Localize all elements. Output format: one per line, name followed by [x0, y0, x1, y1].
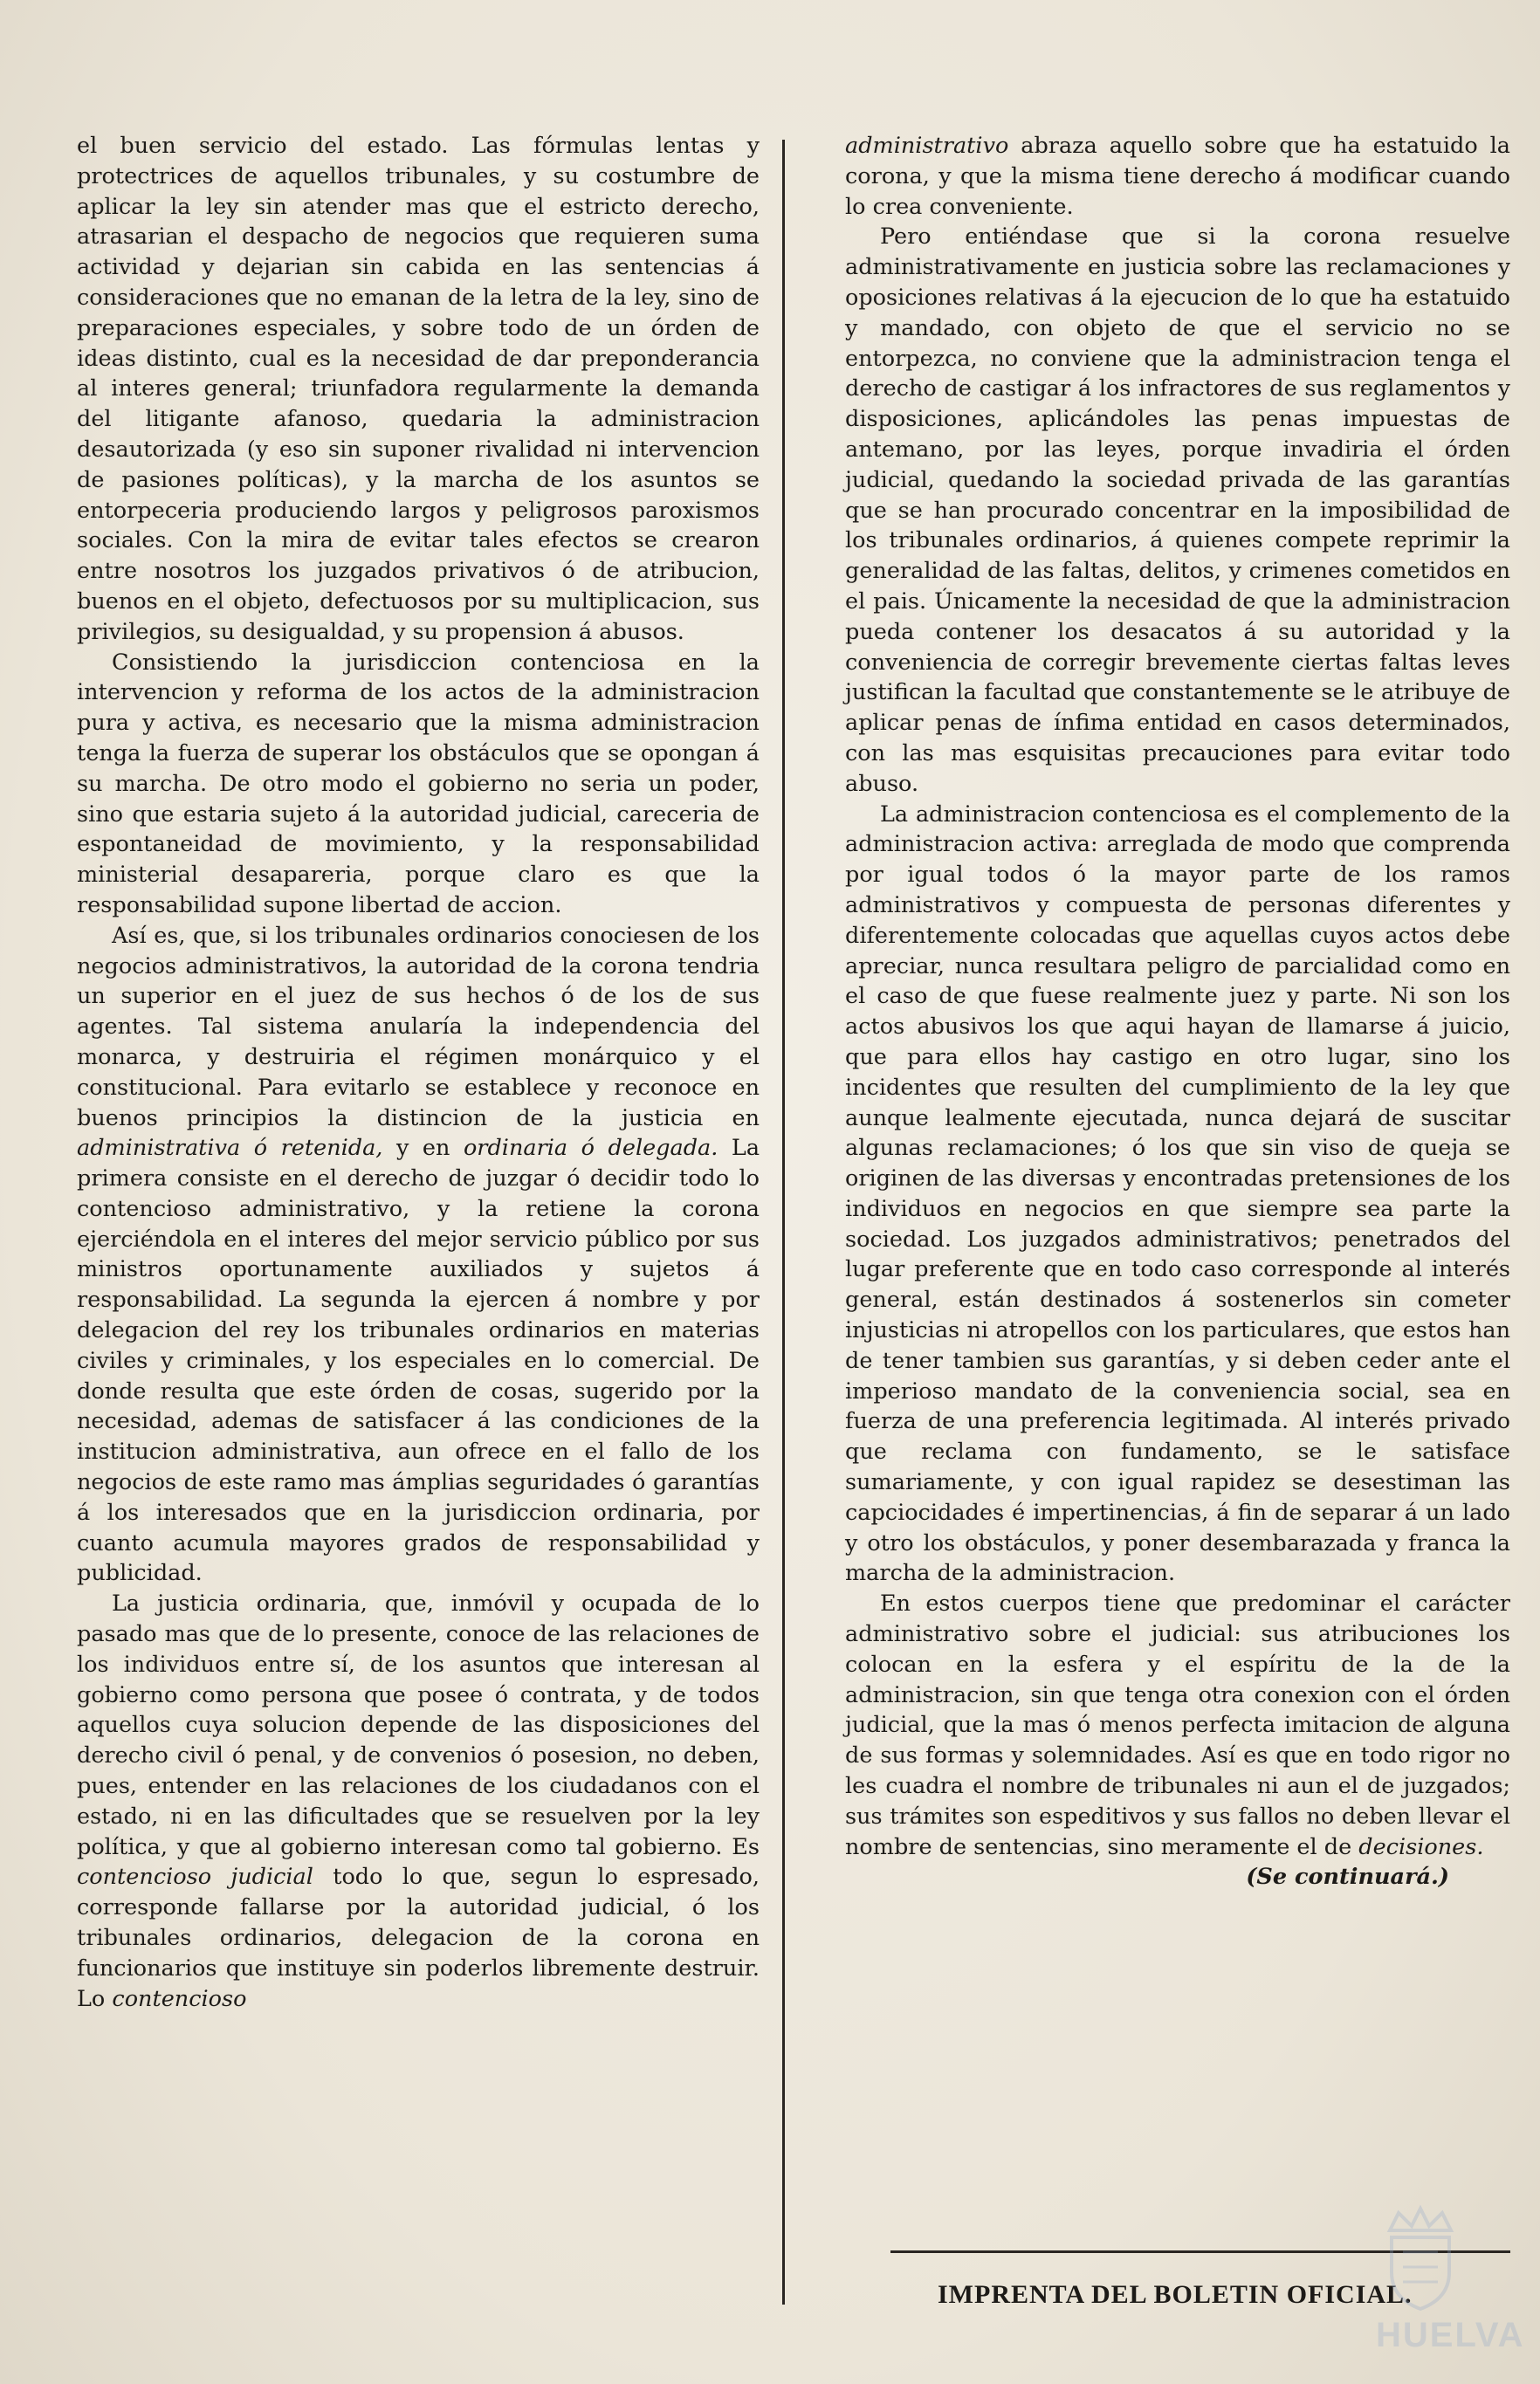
- column-divider: [782, 140, 785, 2305]
- imprint-line: IMPRENTA DEL BOLETIN OFICIAL.: [938, 2280, 1413, 2309]
- italic-term: ordinaria ó delegada.: [463, 1135, 718, 1162]
- paragraph: [845, 1589, 1510, 1862]
- italic-term: administrativa ó retenida,: [77, 1135, 383, 1162]
- crown-shield-icon: [1337, 2204, 1503, 2318]
- paragraph: [845, 131, 1510, 222]
- paragraph-text: La justicia ordinaria, que, inmóvil y ocupada de lo pasado mas que de lo presente, conoce de las relaciones de los individuos entre sí, de los asuntos que interesan al gobierno como persona que posee ó contrata, y de todos aquellos cuya solucion depende de las disposiciones del derecho civil ó penal, y de convenios ó posesion, no deben, pues, entender en las relaciones de los ciudadanos con el estado, ni en las dificultades que se resuelven por la ley política, y que al gobierno interesan como tal gobierno. Es: [77, 1590, 760, 1860]
- paragraph-text: Así es, que, si los tribunales ordinarios conociesen de los negocios administrativos, la autoridad de la corona tendria un superior en el juez de sus hechos ó de los de sus agentes. Tal sistema anularía la independencia del monarca, y destruiria el régimen monárquico y el constitucional. Para evitarlo se establece y reconoce en buenos principios la distincion de la justicia en: [77, 922, 760, 1131]
- paragraph: Pero entiéndase que si la corona resuelve administrativamente en justicia sobre las reclamaciones y oposiciones relativas á la ejecucion de lo que ha estatuido y mandado, con objeto de que el servicio no se entorpezca, no conviene que la administracion tenga el derecho de castigar á los infractores de sus reglamentos y disposiciones, aplicándoles las penas impuestas de antemano, por las leyes, porque invadiria el órden judicial, quedando la sociedad privada de las garantías que se han procurado concentrar en la imposibilidad de los tribunales ordinarios, á quienes compete reprimir la generalidad de las faltas, delitos, y crimenes cometidos en el pais. Únicamente la necesidad de que la administracion pueda contener los desacatos á su autoridad y la conveniencia de corregir brevemente ciertas faltas leves justifican la facultad que constantemente se le atribuye de aplicar penas de ínfima entidad en casos determinados, con las mas esquisitas precauciones para evitar todo abuso.: [845, 223, 1510, 797]
- paragraph: [77, 921, 760, 1590]
- paragraph: el buen servicio del estado. Las fórmulas lentas y protectrices de aquellos tribunales, y su costumbre de aplicar la ley sin atender mas que el estricto derecho, atrasarian el despacho de negocios que requieren suma actividad y dejarian sin cabida en las sentencias á consideraciones que no emanan de la letra de la ley, sino de preparaciones especiales, y sobre todo de un órden de ideas distinto, cual es la necesidad de dar preponderancia al interes general; triunfadora regularmente la demanda del litigante afanoso, quedaria la administracion desautorizada (y eso sin suponer rivalidad ni intervencion de pasiones políticas), y la marcha de los asuntos se entorpeceria produciendo largos y peligrosos paroxismos sociales. Con la mira de evitar tales efectos se crearon entre nosotros los juzgados privativos ó de atribucion, buenos en el objeto, defectuosos por su multiplicacion, sus privilegios, su desigualdad, y su propension á abusos.: [77, 133, 760, 645]
- italic-term: contencioso judicial: [77, 1864, 313, 1891]
- italic-term: administrativo: [845, 133, 1009, 159]
- archive-watermark: [1337, 2204, 1525, 2370]
- right-column: [845, 131, 1510, 1893]
- paragraph-text: todo lo que, segun lo espresado, corresponde fallarse por la autoridad judicial, ó los tribunales ordinarios, delegacion de la corona en funcionarios que instituye sin poderlos libremente destruir. Lo: [77, 1864, 760, 2012]
- italic-term: decisiones.: [1358, 1833, 1484, 1860]
- paragraph-text: y en: [395, 1135, 450, 1162]
- paragraph: [77, 1589, 760, 2014]
- paragraph-text: La primera consiste en el derecho de juzgar ó decidir todo lo contencioso administrativo, y la retiene la corona ejerciéndola en el interes del mejor servicio público por sus ministros oportunamente auxiliados y sujetos á responsabilidad. La segunda la ejercen á nombre y por delegacion del rey los tribunales ordinarios en materias civiles y criminales, y los especiales en lo comercial. De donde resulta que este órden de cosas, sugerido por la necesidad, ademas de satisfacer á las condiciones de la institucion administrativa, aun ofrece en el fallo de los negocios de este ramo mas ámplias seguridades ó garantías á los interesados que en la jurisdiccion ordinaria, por cuanto acumula mayores grados de responsabilidad y publicidad.: [77, 1135, 760, 1587]
- continuation-note: (Se continuará.): [1246, 1864, 1449, 1891]
- watermark-text: HUELVA: [1376, 2316, 1525, 2354]
- paragraph: Consistiendo la jurisdiccion contenciosa en la intervencion y reforma de los actos de la administracion pura y activa, es necesario que la misma administracion tenga la fuerza de superar los obstáculos que se opongan á su marcha. De otro modo el gobierno no seria un poder, sino que estaria sujeto á la autoridad judicial, careceria de espontaneidad de movimiento, y la responsabilidad ministerial desapareria, porque claro es que la responsabilidad supone libertad de accion.: [77, 649, 760, 918]
- paragraph: La administracion contenciosa es el complemento de la administracion activa: arreglada de modo que comprenda por igual todos ó la mayor parte de los ramos administrativos y compuesta de personas diferentes y diferentemente colocadas que aquellas cuyos actos debe apreciar, nunca resultara peligro de parcialidad como en el caso de que fuese realmente juez y parte. Ni son los actos abusivos los que aqui hayan de llamarse á juicio, que para ellos hay castigo en otro lugar, sino los incidentes que resulten del cumplimiento de la ley que aunque lealmente ejecutada, nunca dejará de suscitar algunas reclamaciones; ó los que sin viso de queja se originen de las diversas y encontradas pretensiones de los individuos en negocios en que siempre sea parte la sociedad. Los juzgados administrativos; penetrados del lugar preferente que en todo caso corresponde al interés general, están destinados á sostenerlos sin cometer injusticias ni atropellos con los particulares, que estos han de tener tambien sus garantías, y si deben ceder ante el imperioso mandato de la conveniencia social, sea en fuerza de una preferencia legitimada. Al interés privado que reclama con fundamento, se le satisface sumariamente, y con igual rapidez se desestiman las capciocidades é impertinencias, á fin de separar á un lado y otro los obstáculos, y poner desembarazada y franca la marcha de la administracion.: [845, 800, 1510, 1587]
- paragraph-text: En estos cuerpos tiene que predominar el carácter administrativo sobre el judicial: sus atribuciones los colocan en la esfera y el espíritu de la de la administracion, sin que tenga otra conexion con el órden judicial, que la mas ó menos perfecta imitacion de alguna de sus formas y solemnidades. Así es que en todo rigor no les cuadra el nombre de tribunales ni aun el de juzgados; sus trámites son espeditivos y sus fallos no deben llevar el nombre de sentencias, sino meramente el de: [845, 1590, 1510, 1860]
- italic-term: contencioso: [112, 1985, 247, 2012]
- paragraph-text: abraza aquello sobre que ha estatuido la corona, y que la misma tiene derecho á modificar cuando lo crea conveniente.: [845, 133, 1510, 220]
- left-column: [77, 131, 760, 2014]
